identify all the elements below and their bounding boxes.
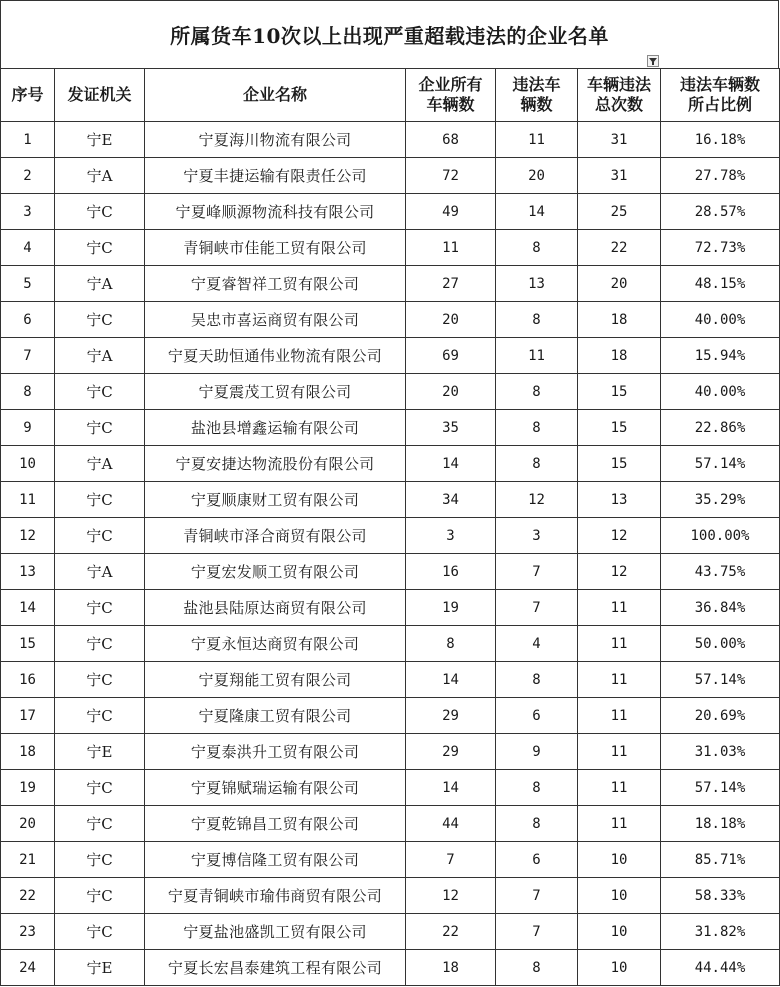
cell-violation-count[interactable]: 11 — [578, 806, 661, 842]
cell-ratio[interactable]: 72.73% — [661, 230, 780, 266]
cell-violating-vehicles[interactable]: 13 — [496, 266, 578, 302]
cell-authority[interactable]: 宁C — [55, 662, 145, 698]
cell-company-name[interactable]: 宁夏震茂工贸有限公司 — [145, 374, 406, 410]
cell-ratio[interactable]: 44.44% — [661, 950, 780, 986]
table-row — [1, 374, 780, 410]
cell-total-vehicles[interactable]: 22 — [406, 914, 496, 950]
cell-violation-count[interactable]: 11 — [578, 734, 661, 770]
cell-total-vehicles[interactable]: 14 — [406, 446, 496, 482]
cell-ratio[interactable]: 16.18% — [661, 122, 780, 158]
cell-company-name[interactable]: 吴忠市喜运商贸有限公司 — [145, 302, 406, 338]
cell-violating-vehicles[interactable]: 7 — [496, 554, 578, 590]
cell-index[interactable]: 17 — [1, 698, 55, 734]
cell-index[interactable]: 2 — [1, 158, 55, 194]
cell-index[interactable]: 18 — [1, 734, 55, 770]
cell-total-vehicles[interactable]: 29 — [406, 734, 496, 770]
cell-total-vehicles[interactable]: 11 — [406, 230, 496, 266]
cell-authority[interactable]: 宁C — [55, 230, 145, 266]
cell-company-name[interactable]: 盐池县增鑫运输有限公司 — [145, 410, 406, 446]
cell-violating-vehicles[interactable]: 6 — [496, 698, 578, 734]
cell-total-vehicles[interactable]: 49 — [406, 194, 496, 230]
cell-authority[interactable]: 宁A — [55, 158, 145, 194]
cell-violation-count[interactable]: 31 — [578, 158, 661, 194]
cell-authority[interactable]: 宁C — [55, 806, 145, 842]
cell-ratio[interactable]: 43.75% — [661, 554, 780, 590]
cell-total-vehicles[interactable]: 19 — [406, 590, 496, 626]
header-index[interactable]: 序号 — [1, 69, 55, 122]
table-row — [1, 230, 780, 266]
cell-violation-count[interactable]: 18 — [578, 338, 661, 374]
cell-violation-count[interactable]: 31 — [578, 122, 661, 158]
cell-company-name[interactable]: 宁夏峰顺源物流科技有限公司 — [145, 194, 406, 230]
cell-total-vehicles[interactable]: 68 — [406, 122, 496, 158]
table-row — [1, 446, 780, 482]
cell-ratio[interactable]: 85.71% — [661, 842, 780, 878]
table-row — [1, 518, 780, 554]
cell-violation-count[interactable]: 13 — [578, 482, 661, 518]
cell-index[interactable]: 19 — [1, 770, 55, 806]
cell-authority[interactable]: 宁C — [55, 590, 145, 626]
cell-violation-count[interactable]: 11 — [578, 626, 661, 662]
cell-authority[interactable]: 宁C — [55, 482, 145, 518]
cell-violation-count[interactable]: 10 — [578, 878, 661, 914]
cell-authority[interactable]: 宁A — [55, 338, 145, 374]
header-ratio[interactable]: 违法车辆数 所占比例 — [661, 69, 780, 122]
cell-violation-count[interactable]: 15 — [578, 374, 661, 410]
cell-violation-count[interactable]: 12 — [578, 518, 661, 554]
cell-ratio[interactable]: 57.14% — [661, 770, 780, 806]
cell-authority[interactable]: 宁C — [55, 914, 145, 950]
table-body — [1, 122, 780, 986]
cell-total-vehicles[interactable]: 8 — [406, 626, 496, 662]
cell-index[interactable]: 24 — [1, 950, 55, 986]
cell-authority[interactable]: 宁A — [55, 446, 145, 482]
cell-authority[interactable]: 宁C — [55, 842, 145, 878]
cell-violation-count[interactable]: 20 — [578, 266, 661, 302]
table-row — [1, 806, 780, 842]
cell-violating-vehicles[interactable]: 11 — [496, 338, 578, 374]
cell-ratio[interactable]: 50.00% — [661, 626, 780, 662]
cell-total-vehicles[interactable]: 14 — [406, 662, 496, 698]
cell-violation-count[interactable]: 10 — [578, 914, 661, 950]
cell-authority[interactable]: 宁A — [55, 554, 145, 590]
cell-company-name[interactable]: 宁夏宏发顺工贸有限公司 — [145, 554, 406, 590]
cell-index[interactable]: 4 — [1, 230, 55, 266]
cell-authority[interactable]: 宁A — [55, 266, 145, 302]
cell-ratio[interactable]: 35.29% — [661, 482, 780, 518]
cell-violation-count[interactable]: 22 — [578, 230, 661, 266]
cell-ratio[interactable]: 28.57% — [661, 194, 780, 230]
cell-violating-vehicles[interactable]: 9 — [496, 734, 578, 770]
cell-index[interactable]: 15 — [1, 626, 55, 662]
cell-index[interactable]: 7 — [1, 338, 55, 374]
cell-company-name[interactable]: 宁夏天助恒通伟业物流有限公司 — [145, 338, 406, 374]
table-row — [1, 482, 780, 518]
table-row — [1, 842, 780, 878]
cell-company-name[interactable]: 宁夏睿智祥工贸有限公司 — [145, 266, 406, 302]
cell-total-vehicles[interactable]: 29 — [406, 698, 496, 734]
cell-company-name[interactable]: 宁夏乾锦昌工贸有限公司 — [145, 806, 406, 842]
cell-authority[interactable]: 宁C — [55, 626, 145, 662]
cell-authority[interactable]: 宁C — [55, 410, 145, 446]
cell-violating-vehicles[interactable]: 11 — [496, 122, 578, 158]
cell-company-name[interactable]: 宁夏青铜峡市瑜伟商贸有限公司 — [145, 878, 406, 914]
cell-ratio[interactable]: 40.00% — [661, 374, 780, 410]
cell-violating-vehicles[interactable]: 8 — [496, 770, 578, 806]
cell-authority[interactable]: 宁C — [55, 878, 145, 914]
cell-authority[interactable]: 宁C — [55, 194, 145, 230]
cell-ratio[interactable]: 18.18% — [661, 806, 780, 842]
cell-violating-vehicles[interactable]: 7 — [496, 878, 578, 914]
cell-violation-count[interactable]: 11 — [578, 698, 661, 734]
table-row — [1, 338, 780, 374]
table-row — [1, 158, 780, 194]
table-row — [1, 194, 780, 230]
table-row — [1, 266, 780, 302]
cell-index[interactable]: 8 — [1, 374, 55, 410]
cell-violation-count[interactable]: 15 — [578, 446, 661, 482]
cell-authority[interactable]: 宁C — [55, 302, 145, 338]
cell-index[interactable]: 22 — [1, 878, 55, 914]
cell-ratio[interactable]: 100.00% — [661, 518, 780, 554]
cell-ratio[interactable]: 31.03% — [661, 734, 780, 770]
cell-index[interactable]: 11 — [1, 482, 55, 518]
cell-violating-vehicles[interactable]: 12 — [496, 482, 578, 518]
cell-index[interactable]: 3 — [1, 194, 55, 230]
cell-violating-vehicles[interactable]: 20 — [496, 158, 578, 194]
cell-index[interactable]: 5 — [1, 266, 55, 302]
cell-index[interactable]: 6 — [1, 302, 55, 338]
cell-violation-count[interactable]: 11 — [578, 770, 661, 806]
cell-company-name[interactable]: 宁夏丰捷运输有限责任公司 — [145, 158, 406, 194]
cell-violating-vehicles[interactable]: 8 — [496, 230, 578, 266]
cell-index[interactable]: 10 — [1, 446, 55, 482]
cell-company-name[interactable]: 宁夏隆康工贸有限公司 — [145, 698, 406, 734]
cell-total-vehicles[interactable]: 7 — [406, 842, 496, 878]
cell-ratio[interactable]: 36.84% — [661, 590, 780, 626]
cell-violation-count[interactable]: 11 — [578, 662, 661, 698]
table-row — [1, 554, 780, 590]
cell-total-vehicles[interactable]: 35 — [406, 410, 496, 446]
cell-company-name[interactable]: 宁夏海川物流有限公司 — [145, 122, 406, 158]
cell-index[interactable]: 20 — [1, 806, 55, 842]
cell-total-vehicles[interactable]: 34 — [406, 482, 496, 518]
table-row — [1, 302, 780, 338]
table-row — [1, 950, 780, 986]
table-row — [1, 914, 780, 950]
table-row — [1, 878, 780, 914]
table-title-cell[interactable] — [0, 0, 779, 68]
cell-violating-vehicles[interactable]: 7 — [496, 914, 578, 950]
cell-ratio[interactable]: 20.69% — [661, 698, 780, 734]
cell-index[interactable]: 13 — [1, 554, 55, 590]
header-violating-vehicles[interactable]: 违法车 辆数 — [496, 69, 578, 122]
header-row — [1, 69, 780, 122]
cell-violation-count[interactable]: 10 — [578, 842, 661, 878]
cell-company-name[interactable]: 青铜峡市佳能工贸有限公司 — [145, 230, 406, 266]
table-row — [1, 626, 780, 662]
cell-total-vehicles[interactable]: 3 — [406, 518, 496, 554]
header-company[interactable]: 企业名称 — [145, 69, 406, 122]
cell-company-name[interactable]: 宁夏泰洪升工贸有限公司 — [145, 734, 406, 770]
cell-total-vehicles[interactable]: 69 — [406, 338, 496, 374]
cell-company-name[interactable]: 盐池县陆原达商贸有限公司 — [145, 590, 406, 626]
cell-total-vehicles[interactable]: 20 — [406, 302, 496, 338]
cell-company-name[interactable]: 青铜峡市泽合商贸有限公司 — [145, 518, 406, 554]
filter-dropdown-icon[interactable] — [647, 55, 659, 67]
cell-violation-count[interactable]: 10 — [578, 950, 661, 986]
header-total-vehicles[interactable]: 企业所有 车辆数 — [406, 69, 496, 122]
cell-ratio[interactable]: 40.00% — [661, 302, 780, 338]
cell-index[interactable]: 12 — [1, 518, 55, 554]
cell-index[interactable]: 9 — [1, 410, 55, 446]
cell-index[interactable]: 23 — [1, 914, 55, 950]
cell-violating-vehicles[interactable]: 8 — [496, 302, 578, 338]
cell-ratio[interactable]: 57.14% — [661, 446, 780, 482]
cell-company-name[interactable]: 宁夏盐池盛凯工贸有限公司 — [145, 914, 406, 950]
header-authority[interactable]: 发证机关 — [55, 69, 145, 122]
cell-company-name[interactable]: 宁夏顺康财工贸有限公司 — [145, 482, 406, 518]
cell-authority[interactable]: 宁E — [55, 734, 145, 770]
table-row — [1, 734, 780, 770]
cell-authority[interactable]: 宁C — [55, 770, 145, 806]
cell-ratio[interactable]: 27.78% — [661, 158, 780, 194]
table-row — [1, 410, 780, 446]
header-violation-count[interactable]: 车辆违法 总次数 — [578, 69, 661, 122]
cell-ratio[interactable]: 31.82% — [661, 914, 780, 950]
cell-company-name[interactable]: 宁夏锦赋瑞运输有限公司 — [145, 770, 406, 806]
cell-violation-count[interactable]: 15 — [578, 410, 661, 446]
cell-violating-vehicles[interactable]: 8 — [496, 374, 578, 410]
cell-company-name[interactable]: 宁夏翔能工贸有限公司 — [145, 662, 406, 698]
cell-authority[interactable]: 宁C — [55, 698, 145, 734]
cell-violating-vehicles[interactable]: 6 — [496, 842, 578, 878]
table-row — [1, 590, 780, 626]
cell-index[interactable]: 16 — [1, 662, 55, 698]
cell-violating-vehicles[interactable]: 4 — [496, 626, 578, 662]
table-title: 所属货车10次以上出现严重超载违法的企业名单 — [170, 24, 609, 48]
cell-violating-vehicles[interactable]: 8 — [496, 662, 578, 698]
cell-ratio[interactable]: 15.94% — [661, 338, 780, 374]
cell-violation-count[interactable]: 18 — [578, 302, 661, 338]
cell-violation-count[interactable]: 12 — [578, 554, 661, 590]
table-row — [1, 698, 780, 734]
cell-company-name[interactable]: 宁夏安捷达物流股份有限公司 — [145, 446, 406, 482]
cell-ratio[interactable]: 48.15% — [661, 266, 780, 302]
cell-violating-vehicles[interactable]: 14 — [496, 194, 578, 230]
cell-total-vehicles[interactable]: 72 — [406, 158, 496, 194]
cell-total-vehicles[interactable]: 12 — [406, 878, 496, 914]
cell-total-vehicles[interactable]: 27 — [406, 266, 496, 302]
cell-authority[interactable]: 宁E — [55, 122, 145, 158]
cell-authority[interactable]: 宁C — [55, 518, 145, 554]
table-row — [1, 662, 780, 698]
cell-violating-vehicles[interactable]: 8 — [496, 950, 578, 986]
cell-authority[interactable]: 宁C — [55, 374, 145, 410]
cell-index[interactable]: 1 — [1, 122, 55, 158]
cell-ratio[interactable]: 58.33% — [661, 878, 780, 914]
cell-total-vehicles[interactable]: 16 — [406, 554, 496, 590]
cell-ratio[interactable]: 22.86% — [661, 410, 780, 446]
cell-company-name[interactable]: 宁夏博信隆工贸有限公司 — [145, 842, 406, 878]
cell-violating-vehicles[interactable]: 8 — [496, 410, 578, 446]
cell-total-vehicles[interactable]: 20 — [406, 374, 496, 410]
table-row — [1, 770, 780, 806]
cell-company-name[interactable]: 宁夏长宏昌泰建筑工程有限公司 — [145, 950, 406, 986]
cell-index[interactable]: 21 — [1, 842, 55, 878]
cell-total-vehicles[interactable]: 18 — [406, 950, 496, 986]
table-row — [1, 122, 780, 158]
cell-violating-vehicles[interactable]: 8 — [496, 446, 578, 482]
cell-violation-count[interactable]: 25 — [578, 194, 661, 230]
cell-total-vehicles[interactable]: 14 — [406, 770, 496, 806]
cell-violation-count[interactable]: 11 — [578, 590, 661, 626]
cell-violating-vehicles[interactable]: 7 — [496, 590, 578, 626]
enterprise-table — [0, 68, 780, 986]
cell-index[interactable]: 14 — [1, 590, 55, 626]
cell-authority[interactable]: 宁E — [55, 950, 145, 986]
cell-violating-vehicles[interactable]: 8 — [496, 806, 578, 842]
cell-total-vehicles[interactable]: 44 — [406, 806, 496, 842]
cell-ratio[interactable]: 57.14% — [661, 662, 780, 698]
cell-violating-vehicles[interactable]: 3 — [496, 518, 578, 554]
cell-company-name[interactable]: 宁夏永恒达商贸有限公司 — [145, 626, 406, 662]
